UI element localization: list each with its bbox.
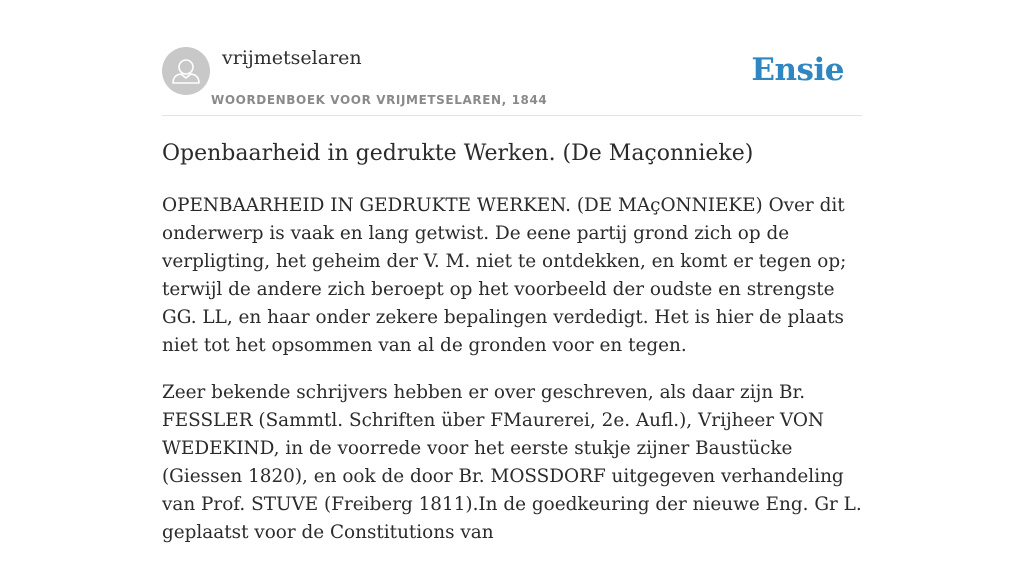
user-icon [162, 47, 210, 95]
page-title: Openbaarheid in gedrukte Werken. (De Maçonnieke) [162, 141, 754, 166]
brand-logo[interactable]: Ensie [751, 52, 844, 88]
author-avatar[interactable] [162, 47, 210, 95]
author-link[interactable]: vrijmetselaren [222, 47, 362, 69]
article-paragraph-2: Zeer bekende schrijvers hebben er over geschreven, als daar zijn Br. FESSLER (Sammtl. Schriften über FMaurerei, 2e. Aufl.), Vrijheer VON WEDEKIND, in de voorrede voor het eerste stukje zijner Baustücke (Giessen 1820), en ook de door Br. MOSSDORF uitgegeven verhandeling van Prof. STUVE (Freiberg 1811).In de goedkeuring der nieuwe Eng. Gr L. geplaatst voor de Constitutions van [162, 382, 862, 543]
source-label: WOORDENBOEK VOOR VRIJMETSELAREN, 1844 [211, 93, 548, 107]
entry-header [162, 46, 862, 116]
article-body [162, 192, 862, 566]
article-paragraph-1: OPENBAARHEID IN GEDRUKTE WERKEN. (DE MAçONNIEKE) Over dit onderwerp is vaak en lang getwist. De eene partij grond zich op de verpligting, het geheim der V. M. niet te ontdekken, en komt er tegen op; terwijl de andere zich beroept op het voorbeeld der oudste en strengste GG. LL, en haar onder zekere bepalingen verdedigt. Het is hier de plaats niet tot het opsommen van al de gronden voor en tegen. [162, 195, 847, 356]
